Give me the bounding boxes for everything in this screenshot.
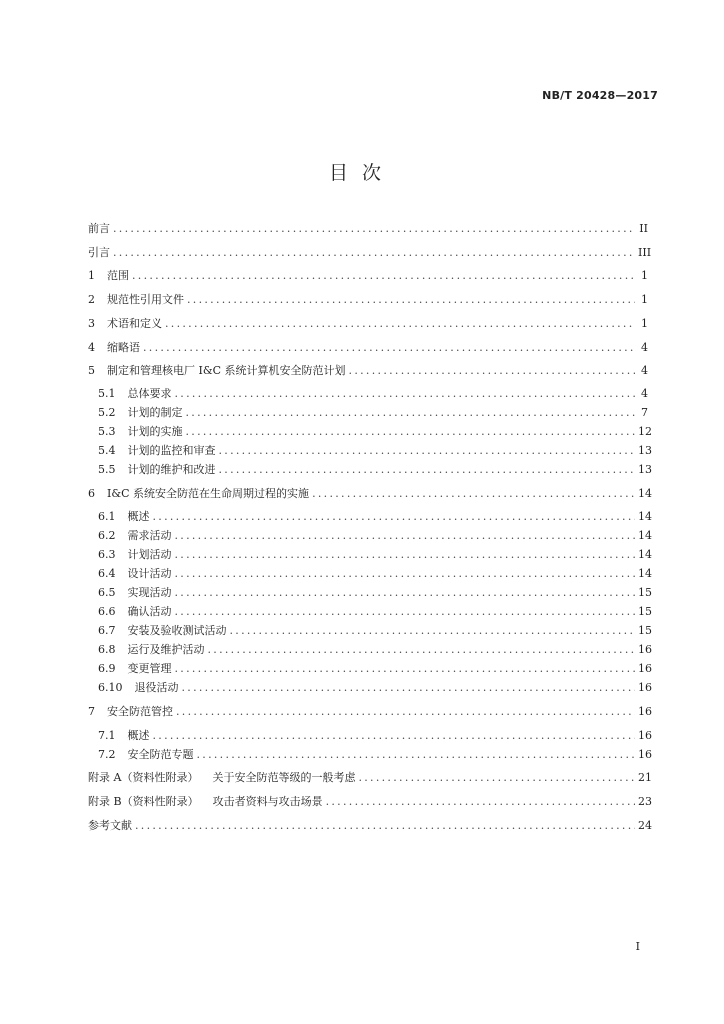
toc-entry-label: I&C 系统安全防范在生命周期过程的实施 (107, 487, 310, 500)
toc-entry-page: 1 (641, 317, 648, 330)
toc-entry-label: 变更管理 (127, 662, 172, 675)
toc-entry-label: 计划的制定 (127, 406, 183, 419)
toc-entry-number: 4 (88, 341, 95, 354)
toc-leader-dots (358, 770, 635, 785)
toc-entry-page: 23 (638, 795, 652, 808)
toc-entry-label: 总体要求 (127, 387, 172, 400)
toc-entry-label: 前言 (88, 222, 110, 235)
toc-entry-number: 6.4 (98, 567, 116, 580)
toc-entry-label: 设计活动 (127, 567, 172, 580)
toc-entry-label: 安全防范专题 (127, 748, 194, 761)
toc-entry[interactable] (88, 316, 648, 331)
toc-entry[interactable] (88, 292, 648, 307)
toc-entry-number: 7.1 (98, 729, 116, 742)
toc-entry-page: 15 (638, 586, 652, 599)
toc-leader-dots (219, 462, 636, 477)
toc-entry-number: 6.7 (98, 624, 116, 637)
standard-code: NB/T 20428—2017 (542, 89, 658, 102)
toc-leader-dots (175, 661, 636, 676)
toc-entry-page: 16 (638, 681, 652, 694)
toc-leader-dots (143, 340, 635, 355)
toc-entry-number: 5.2 (98, 406, 116, 419)
toc-entry[interactable] (98, 528, 652, 543)
toc-entry-number: 5.5 (98, 463, 116, 476)
toc-entry-page: 13 (638, 444, 652, 457)
toc-entry-label: 确认活动 (127, 605, 172, 618)
toc-entry-page: 16 (638, 729, 652, 742)
toc-entry-number: 5.1 (98, 387, 116, 400)
toc-entry[interactable] (98, 604, 652, 619)
toc-leader-dots (176, 704, 635, 719)
toc-entry[interactable] (98, 509, 652, 524)
toc-entry-page: 14 (638, 567, 652, 580)
toc-entry-page: 15 (638, 624, 652, 637)
toc-leader-dots (326, 794, 635, 809)
toc-entry-label: 实现活动 (127, 586, 172, 599)
toc-entry-label: 概述 (127, 510, 150, 523)
toc-leader-dots (208, 642, 636, 657)
toc-leader-dots (153, 728, 636, 743)
toc-entry[interactable] (98, 585, 652, 600)
toc-entry[interactable] (88, 486, 652, 501)
toc-entry[interactable] (88, 245, 652, 260)
toc-entry-page: II (639, 222, 648, 235)
toc-leader-dots (175, 566, 636, 581)
toc-entry-page: 16 (638, 662, 652, 675)
toc-leader-dots (349, 363, 635, 378)
toc-entry[interactable] (88, 704, 652, 719)
toc-entry-page: 14 (638, 487, 652, 500)
toc-entry-page: 1 (641, 269, 648, 282)
toc-entry[interactable] (98, 661, 652, 676)
toc-entry-page: 4 (641, 364, 648, 377)
toc-entry-number: 6.2 (98, 529, 116, 542)
toc-entry[interactable] (88, 818, 652, 833)
toc-entry-page: 15 (638, 605, 652, 618)
toc-entry-number: 7.2 (98, 748, 116, 761)
toc-entry[interactable] (88, 794, 652, 809)
toc-entry-page: 14 (638, 510, 652, 523)
toc-leader-dots (186, 424, 636, 439)
toc-entry-page: 21 (638, 771, 652, 784)
toc-entry-number: 6.5 (98, 586, 116, 599)
toc-entry-label: 概述 (127, 729, 150, 742)
toc-entry[interactable] (98, 405, 648, 420)
toc-entry-number: 6.1 (98, 510, 116, 523)
toc-entry-label: 计划的监控和审查 (127, 444, 216, 457)
toc-entry[interactable] (98, 680, 652, 695)
toc-leader-dots (175, 604, 636, 619)
toc-leader-dots (135, 818, 635, 833)
toc-entry-number: 7 (88, 705, 95, 718)
toc-entry[interactable] (88, 363, 648, 378)
toc-leader-dots (113, 221, 635, 236)
toc-entry[interactable] (98, 642, 652, 657)
toc-leader-dots (165, 316, 635, 331)
toc-entry-page: 4 (641, 387, 648, 400)
toc-entry-number: 6 (88, 487, 95, 500)
toc-entry[interactable] (88, 268, 648, 283)
toc-entry-label: 制定和管理核电厂 I&C 系统计算机安全防范计划 (107, 364, 346, 377)
toc-entry-label: 退役活动 (134, 681, 179, 694)
toc-entry-number: 2 (88, 293, 95, 306)
toc-entry-label: 规范性引用文件 (107, 293, 184, 306)
toc-entry-page: 12 (638, 425, 652, 438)
toc-entry-number: 5 (88, 364, 95, 377)
toc-entry[interactable] (98, 443, 652, 458)
toc-leader-dots (230, 623, 636, 638)
toc-leader-dots (132, 268, 635, 283)
toc-entry[interactable] (98, 566, 652, 581)
toc-entry-page: 16 (638, 748, 652, 761)
toc-leader-dots (175, 585, 636, 600)
toc-entry[interactable] (88, 340, 648, 355)
toc-entry-number: 6.10 (98, 681, 123, 694)
toc-leader-dots (312, 486, 635, 501)
toc-entry-page: 1 (641, 293, 648, 306)
toc-leader-dots (113, 245, 635, 260)
toc-leader-dots (182, 680, 636, 695)
toc-leader-dots (197, 747, 636, 762)
toc-entry[interactable] (98, 623, 652, 638)
toc-entry-number: 1 (88, 269, 95, 282)
toc-entry-label: 安全防范管控 (107, 705, 173, 718)
toc-entry-number: 5.3 (98, 425, 116, 438)
toc-entry-number: 附录 B（资料性附录） (88, 795, 199, 808)
toc-entry-page: 14 (638, 548, 652, 561)
toc-entry-label: 参考文献 (88, 819, 132, 832)
toc-entry[interactable] (88, 770, 652, 785)
toc-entry-number: 6.3 (98, 548, 116, 561)
toc-entry-label: 需求活动 (127, 529, 172, 542)
toc-entry-label: 安装及验收测试活动 (127, 624, 227, 637)
toc-entry-label: 攻击者资料与攻击场景 (212, 795, 323, 808)
toc-entry[interactable] (98, 462, 652, 477)
toc-entry-page: 14 (638, 529, 652, 542)
toc-entry[interactable] (98, 747, 652, 762)
toc-leader-dots (186, 405, 636, 420)
toc-entry-number: 5.4 (98, 444, 116, 457)
toc-entry[interactable] (98, 547, 652, 562)
toc-entry[interactable] (88, 221, 648, 236)
toc-entry[interactable] (98, 424, 652, 439)
toc-entry-label: 运行及维护活动 (127, 643, 205, 656)
toc-leader-dots (219, 443, 636, 458)
toc-entry-page: 4 (641, 341, 648, 354)
toc-entry-page: 16 (638, 705, 652, 718)
toc-entry-label: 计划的实施 (127, 425, 183, 438)
toc-entry-number: 附录 A（资料性附录） (88, 771, 199, 784)
page-number: I (635, 940, 640, 953)
toc-entry-label: 范围 (107, 269, 129, 282)
toc-entry-label: 计划活动 (127, 548, 172, 561)
toc-leader-dots (175, 528, 636, 543)
toc-leader-dots (175, 547, 636, 562)
toc-entry-label: 关于安全防范等级的一般考虑 (212, 771, 356, 784)
toc-leader-dots (187, 292, 635, 307)
toc-title: 目次 (328, 162, 395, 184)
toc-entry-page: III (638, 246, 652, 259)
toc-entry-label: 术语和定义 (107, 317, 162, 330)
toc-entry-label: 计划的维护和改进 (127, 463, 216, 476)
toc-entry-page: 7 (641, 406, 648, 419)
toc-entry-label: 缩略语 (107, 341, 140, 354)
toc-entry-label: 引言 (88, 246, 110, 259)
toc-leader-dots (175, 386, 636, 401)
toc-entry[interactable] (98, 386, 648, 401)
toc-entry-number: 3 (88, 317, 95, 330)
toc-entry-page: 13 (638, 463, 652, 476)
toc-entry-page: 24 (638, 819, 652, 832)
toc-entry-number: 6.8 (98, 643, 116, 656)
toc-entry-number: 6.6 (98, 605, 116, 618)
toc-entry-number: 6.9 (98, 662, 116, 675)
toc-entry-page: 16 (638, 643, 652, 656)
toc-leader-dots (153, 509, 636, 524)
toc-entry[interactable] (98, 728, 652, 743)
